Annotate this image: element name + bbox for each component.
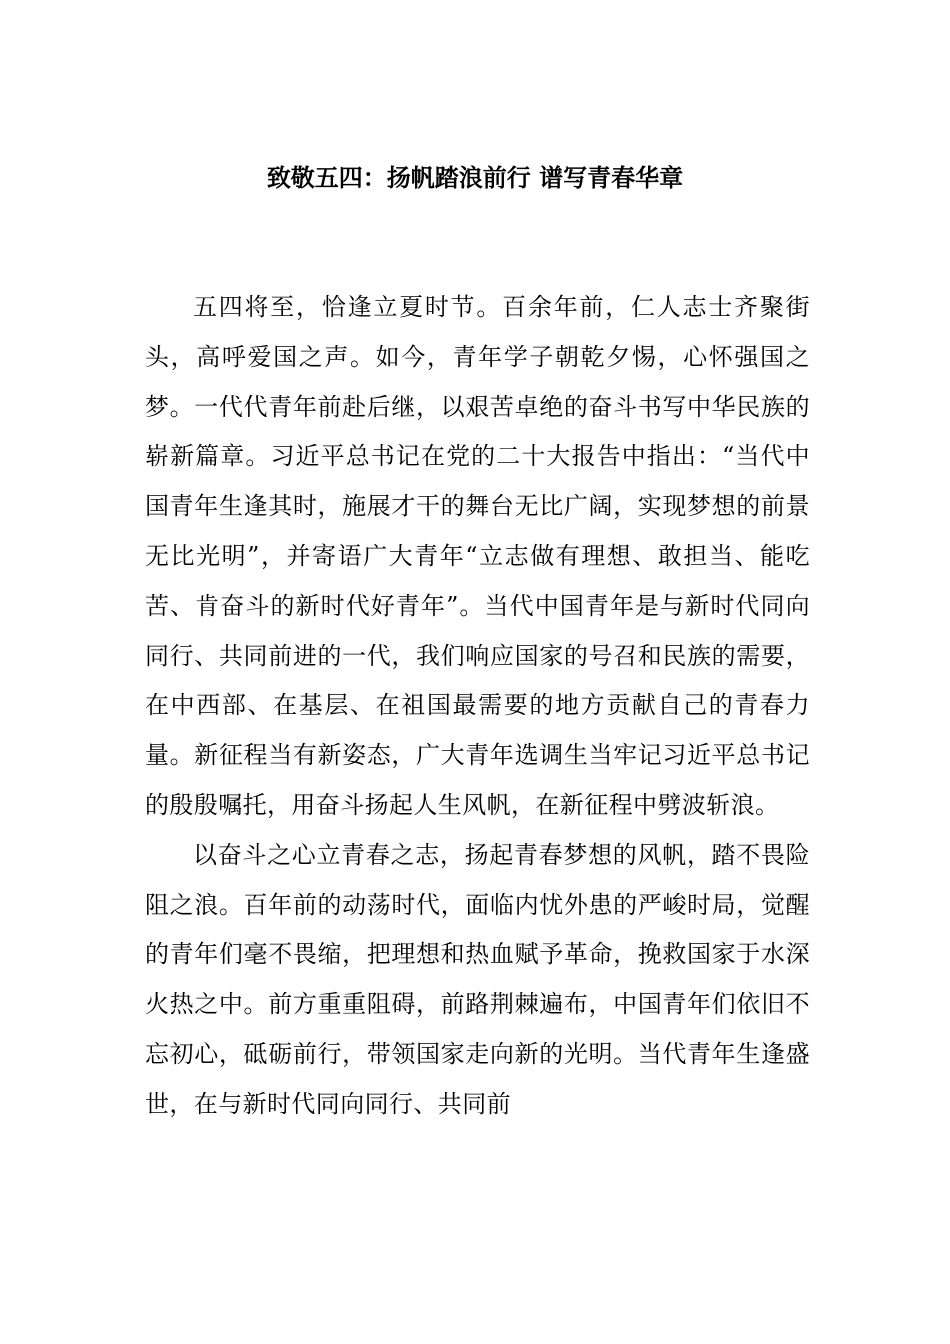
document-body [145, 283, 810, 1130]
paragraph-1: 五四将至，恰逢立夏时节。百余年前，仁人志士齐聚街头，高呼爱国之声。如今，青年学子朝乾夕惕，心怀强国之梦。一代代青年前赴后继，以艰苦卓绝的奋斗书写中华民族的崭新篇章。习近平总书记在党的二十大报告中指出：“当代中国青年生逢其时，施展才干的舞台无比广阔，实现梦想的前景无比光明”，并寄语广大青年“立志做有理想、敢担当、能吃苦、肯奋斗的新时代好青年”。当代中国青年是与新时代同向同行、共同前进的一代，我们响应国家的号召和民族的需要，在中西部、在基层、在祖国最需要的地方贡献自己的青春力量。新征程当有新姿态，广大青年选调生当牢记习近平总书记的殷殷嘱托，用奋斗扬起人生风帆，在新征程中劈波斩浪。 [145, 293, 810, 819]
document-title: 致敬五四：扬帆踏浪前行 谱写青春华章 [266, 164, 684, 192]
paragraph-2: 以奋斗之心立青春之志，扬起青春梦想的风帆，踏不畏险阻之浪。百年前的动荡时代，面临内忧外患的严峻时局，觉醒的青年们毫不畏缩，把理想和热血赋予革命，挽救国家于水深火热之中。前方重重阻碍，前路荆棘遍布，中国青年们依旧不忘初心，砥砺前行，带领国家走向新的光明。当代青年生逢盛世，在与新时代同向同行、共同前 [145, 840, 810, 1118]
